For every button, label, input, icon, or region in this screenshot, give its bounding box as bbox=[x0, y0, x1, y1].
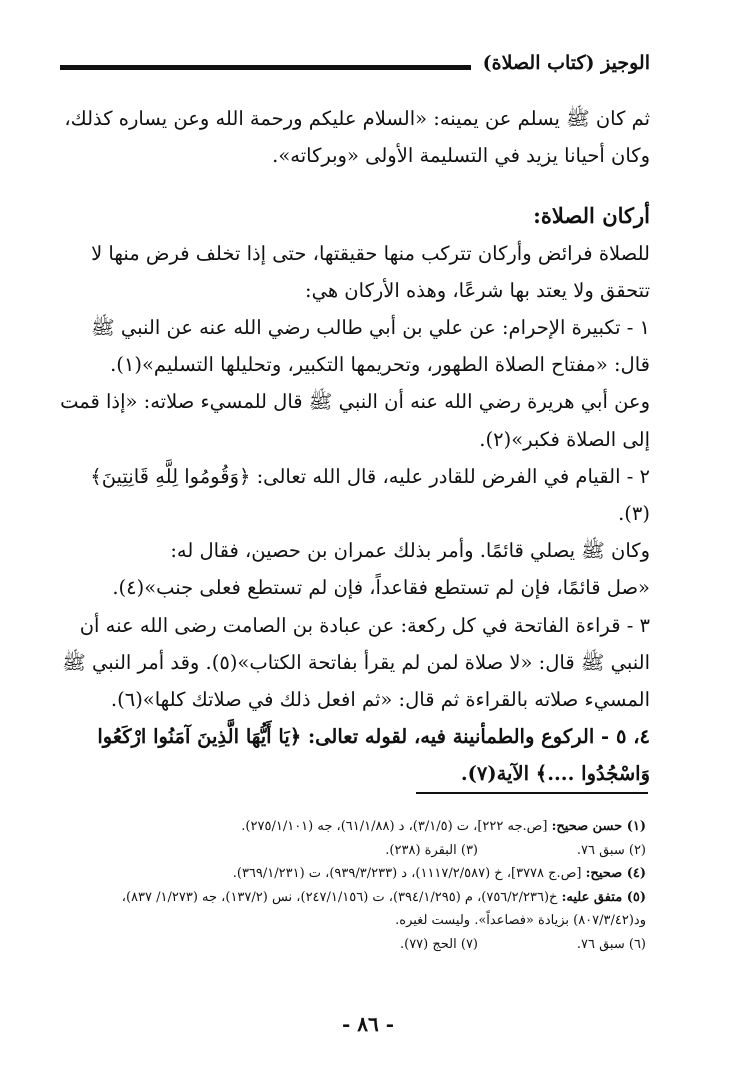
running-header bbox=[60, 48, 650, 78]
header-rule bbox=[60, 65, 471, 70]
footnote-row-6-7 bbox=[54, 933, 646, 957]
footnote-6: (٦) سبق ٧٦. bbox=[576, 936, 646, 952]
footnote-5-tag: (٥) متفق عليه: bbox=[561, 889, 646, 905]
paragraph-abu-hurayra: وعن أبي هريرة رضي الله عنه أن النبي ﷺ قال للمسيء صلاته: «إذا قمت إلى الصلاة فكبر»(٢). bbox=[60, 390, 650, 451]
header-title: الوجيز (كتاب الصلاة) bbox=[482, 52, 650, 74]
paragraph-pillar-1: ١ - تكبيرة الإحرام: عن علي بن أبي طالب رضي الله عنه عن النبي ﷺ قال: «مفتاح الصلاة الطهور، وتحريمها التكبير، وتحليلها التسليم»(١). bbox=[91, 316, 650, 377]
page-number: - ٨٦ - bbox=[341, 1012, 394, 1036]
footnote-row-2-3 bbox=[54, 839, 646, 863]
paragraph-standing: وكان ﷺ يصلي قائمًا. وأمر بذلك عمران بن حصين، فقال له: bbox=[170, 539, 650, 563]
footnote-divider bbox=[416, 792, 648, 794]
footnote-1-tag: (١) حسن صحيح: bbox=[551, 819, 646, 834]
footnote-2: (٢) سبق ٧٦. bbox=[576, 842, 646, 858]
section-heading: أركان الصلاة: bbox=[533, 203, 650, 229]
paragraph-intro: للصلاة فرائض وأركان تتركب منها حقيقتها، حتى إذا تخلف فرض منها لا تتحقق ولا يعتد بها شرعًا، وهذه الأركان هي: bbox=[91, 241, 650, 302]
footnote-5-text: خ(٧٥٦/٢/٢٣٦)، م (٣٩٤/١/٢٩٥)، ت (٢٤٧/١/١٥٦)، نس (١٣٧/٢)، جه (١/٢٧٣/ ٨٣٧)، ود(٨٠٧/٣/٤٢) بزيادة «فصاعداً». وليست لغيره. bbox=[121, 889, 646, 928]
footnote-7: (٧) الحج (٧٧). bbox=[399, 936, 478, 952]
paragraph-taslim: ثم كان ﷺ يسلم عن يمينه: «السلام عليكم ورحمة الله وعن يساره كذلك، وكان أحيانا يزيد في التسليمة الأولى «وبركاته». bbox=[64, 107, 650, 168]
footnote-4-tag: (٤) صحيح: bbox=[585, 866, 646, 881]
footnote-4-text: [ص.ج ٣٧٧٨]، خ (١١١٧/٢/٥٨٧)، د (٩٣٩/٣/٢٣٣)، ت (٣٦٩/١/٢٣١). bbox=[232, 866, 582, 881]
footnote-1 bbox=[54, 815, 646, 839]
paragraph-pillar-4-5: ٤، ٥ - الركوع والطمأنينة فيه، لقوله تعالى: ﴿يَا أَيُّهَا الَّذِينَ آمَنُوا ارْكَعُوا وَاسْجُدُوا ....﴾ الآية(٧). bbox=[97, 725, 650, 786]
footnote-4 bbox=[54, 862, 646, 886]
footnotes bbox=[54, 815, 646, 956]
footnote-1-text: [ص.جه ٢٢٢]، ت (٣/١/٥)، د (٦١/١/٨٨)، جه (٢٧٥/١/١٠١). bbox=[241, 819, 548, 834]
paragraph-pillar-3: ٣ - قراءة الفاتحة في كل ركعة: عن عبادة بن الصامت رضى الله عنه أن النبي ﷺ قال: «لا صلاة لمن لم يقرأ بفاتحة الكتاب»(٥). وقد أمر النبي ﷺ المسيء صلاته بالقراءة ثم قال: «ثم افعل ذلك في صلاتك كلها»(٦). bbox=[62, 613, 650, 712]
paragraph-hadith-standing: «صل قائمًا، فإن لم تستطع فقاعداً، فإن لم تستطع فعلى جنب»(٤). bbox=[112, 576, 650, 600]
footnote-5 bbox=[54, 886, 646, 933]
main-text bbox=[60, 100, 650, 793]
footnote-3: (٣) البقرة (٢٣٨). bbox=[385, 842, 478, 858]
paragraph-pillar-2: ٢ - القيام في الفرض للقادر عليه، قال الله تعالى: ﴿وَقُومُوا لِلَّهِ قَانِتِينَ﴾(٣). bbox=[90, 464, 650, 526]
